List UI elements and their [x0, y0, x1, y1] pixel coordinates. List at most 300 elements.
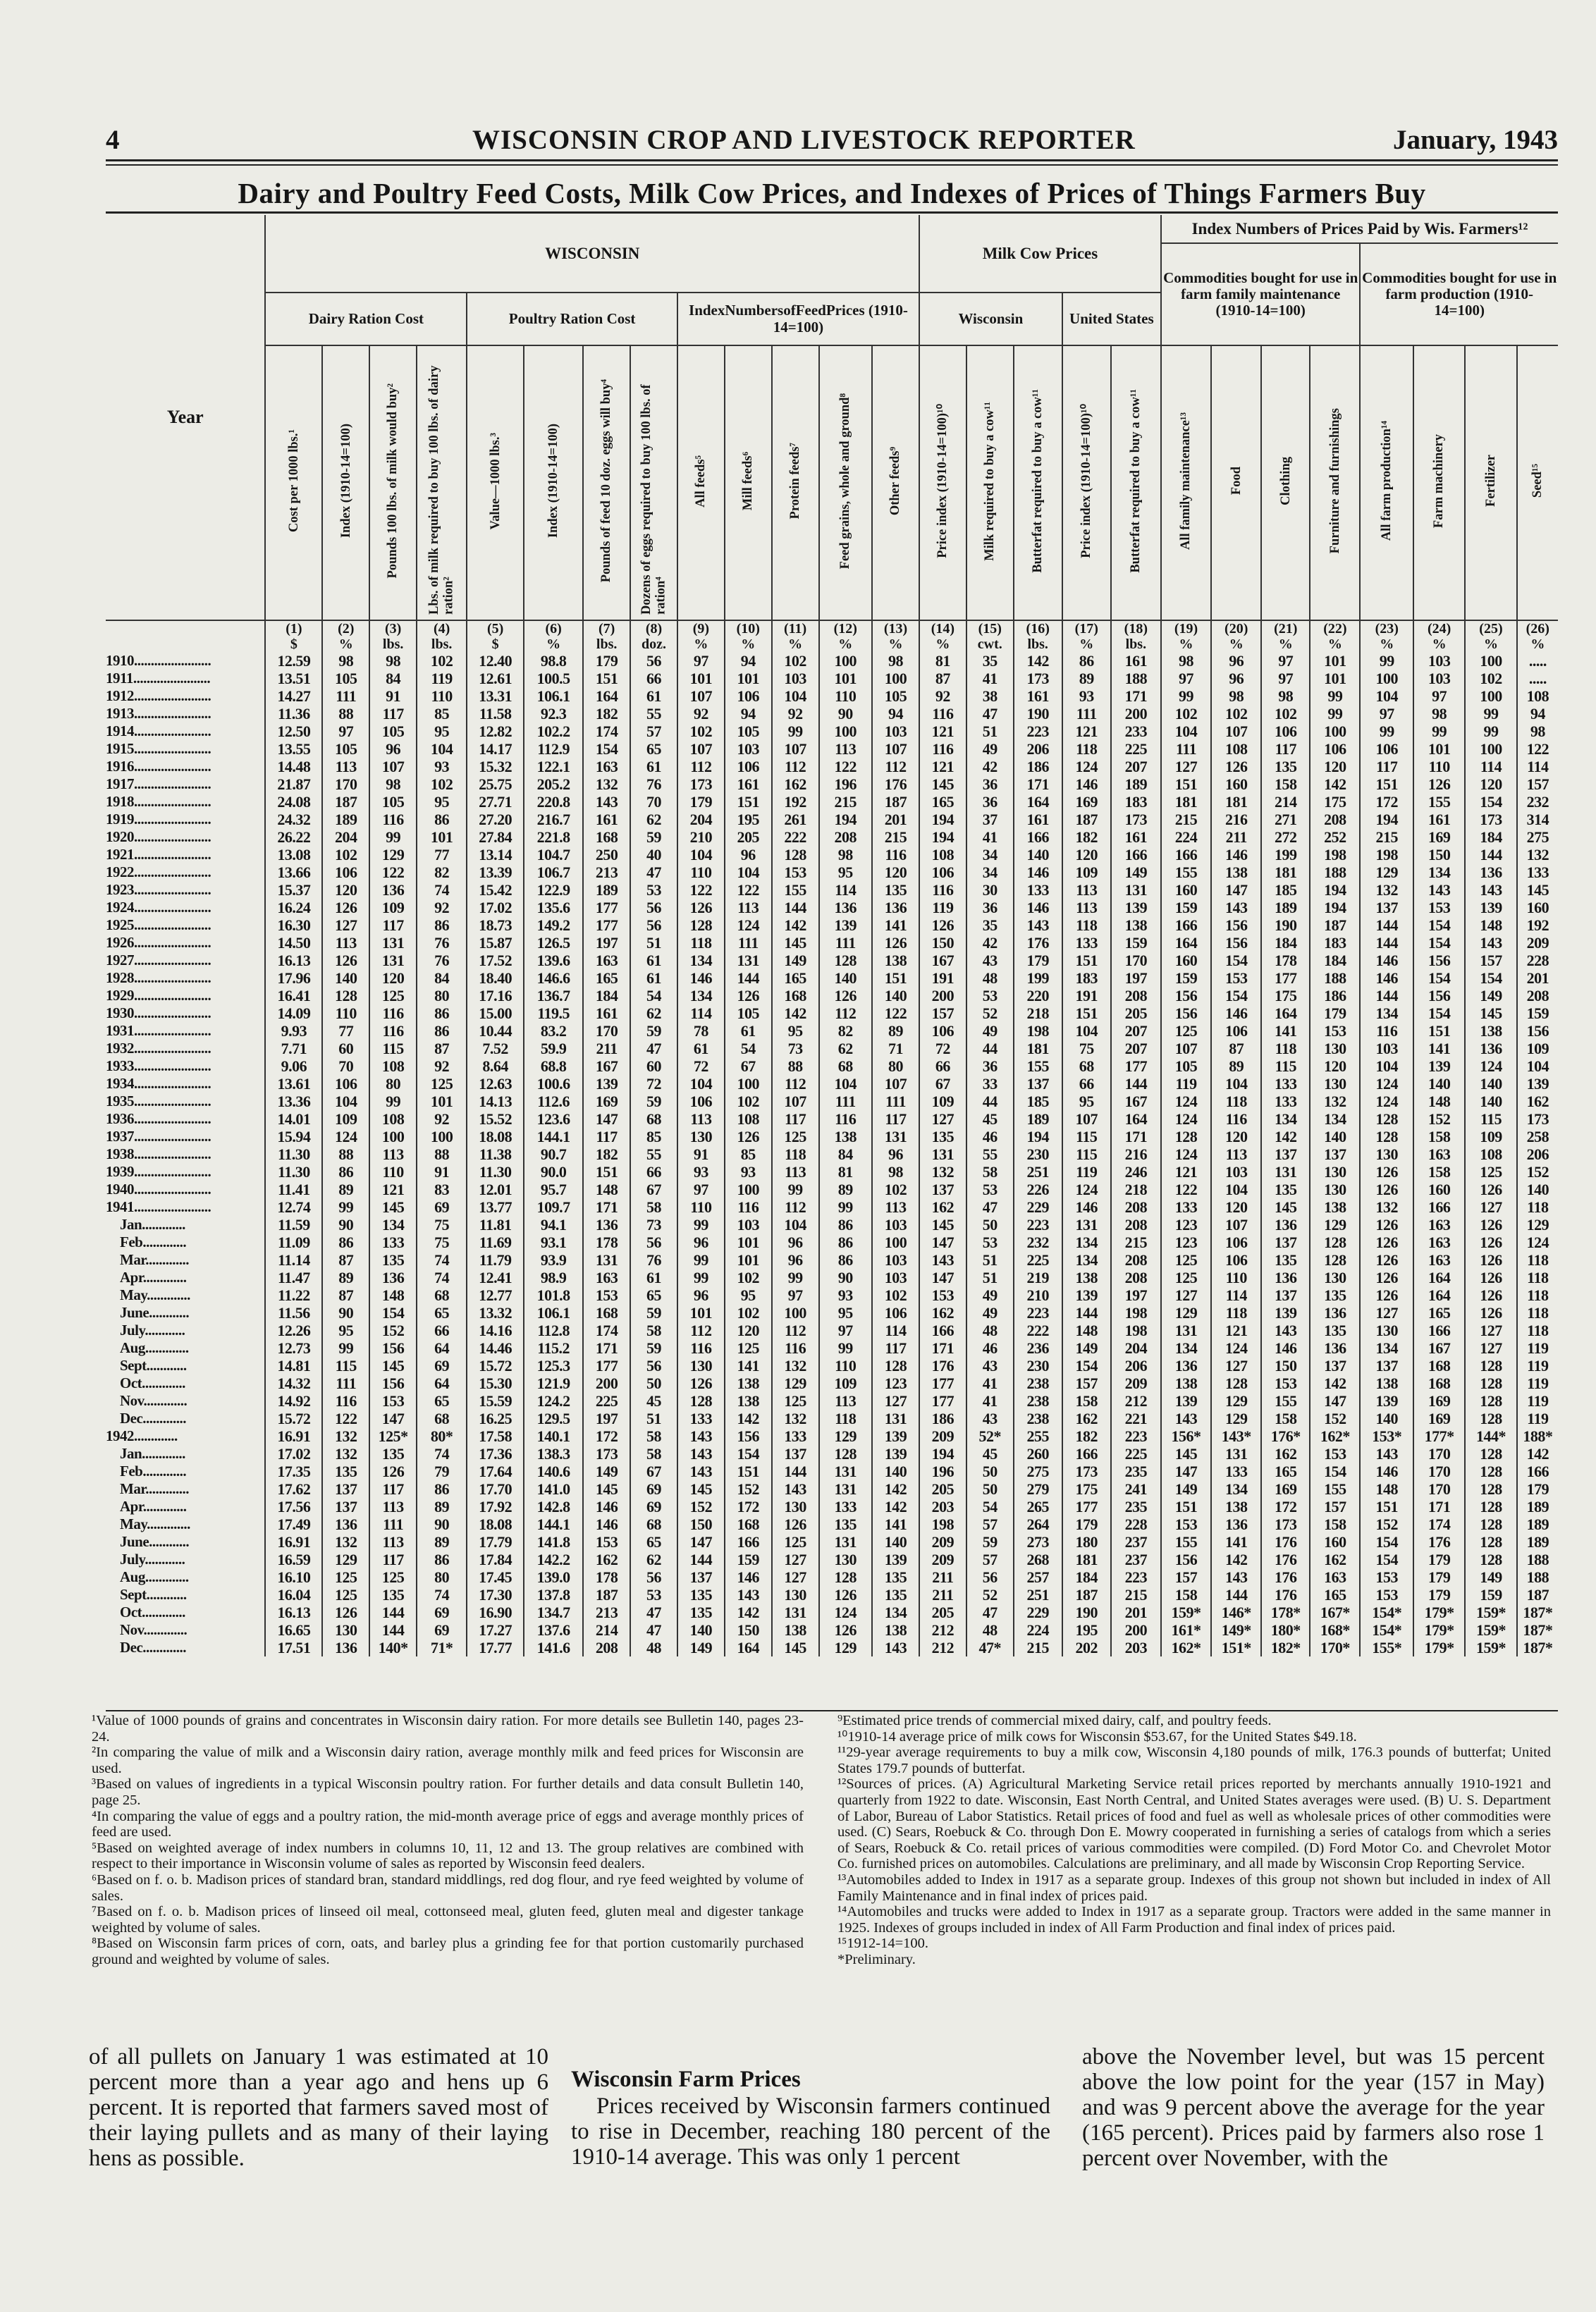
table-cell: 53	[966, 1181, 1014, 1198]
table-cell: 188*	[1517, 1427, 1558, 1445]
table-cell: 13.08	[265, 846, 322, 863]
column-number: (9)	[677, 620, 725, 637]
table-cell: 106	[1310, 740, 1360, 758]
publication-title: WISCONSIN CROP AND LIVESTOCK REPORTER	[472, 125, 1136, 155]
table-cell: 216	[1111, 1145, 1161, 1163]
table-cell: 118	[1211, 1093, 1261, 1110]
table-cell: 118	[1517, 1304, 1558, 1322]
table-cell: 86	[819, 1234, 872, 1251]
column-number: (19)	[1161, 620, 1211, 637]
column-header-label: Dozens of eggs required to buy 100 lbs. of ration⁴	[639, 384, 668, 615]
table-cell: 140	[322, 969, 369, 987]
row-label: Feb.............	[120, 1463, 187, 1480]
table-cell: 120	[1211, 1198, 1261, 1216]
table-cell: 101	[819, 670, 872, 687]
table-cell: 15.52	[467, 1110, 524, 1128]
table-cell: 49	[966, 1304, 1014, 1322]
table-cell: 82	[819, 1022, 872, 1040]
table-cell: 68.8	[524, 1057, 583, 1075]
table-cell: 134	[1310, 1110, 1360, 1128]
column-unit: %	[1413, 637, 1465, 652]
table-row	[106, 1004, 1558, 1022]
table-cell: 143	[1360, 1445, 1413, 1463]
row-label: Aug.............	[120, 1568, 189, 1585]
table-cell: 139	[1360, 1392, 1413, 1410]
table-cell: 68	[630, 1515, 677, 1533]
table-cell: 136	[819, 899, 872, 916]
table-cell: 140.6	[524, 1463, 583, 1480]
table-row	[106, 811, 1558, 828]
table-cell: 121	[1062, 722, 1111, 740]
table-cell: 164	[1014, 793, 1062, 811]
table-cell: 109	[322, 1110, 369, 1128]
table-cell: 246	[1111, 1163, 1161, 1181]
table-cell: 111	[369, 1515, 417, 1533]
table-cell: 104	[1360, 1057, 1413, 1075]
table-cell: 76	[417, 934, 467, 952]
table-cell: 133	[1211, 1463, 1261, 1480]
table-cell: 128	[1465, 1480, 1516, 1498]
table-cell: 48	[966, 1322, 1014, 1339]
table-cell: 27.71	[467, 793, 524, 811]
table-cell: 100	[872, 1234, 919, 1251]
table-cell: 146	[1014, 863, 1062, 881]
table-cell: 132	[1517, 846, 1558, 863]
footnotes-right	[837, 1713, 1551, 1968]
table-cell: 145	[772, 934, 819, 952]
table-cell: 213	[583, 863, 630, 881]
table-cell: 143	[1465, 881, 1516, 899]
table-cell: 152	[369, 1322, 417, 1339]
table-cell: 52	[966, 1004, 1014, 1022]
table-cell: 122	[1161, 1181, 1211, 1198]
table-cell: 124	[1062, 758, 1111, 775]
table-row	[106, 722, 1558, 740]
row-label: 1911.......................	[106, 670, 211, 687]
table-cell: 106.1	[524, 687, 583, 705]
table-cell: 168	[725, 1515, 772, 1533]
table-cell: 12.40	[467, 652, 524, 670]
table-cell: 113	[369, 1498, 417, 1515]
table-cell: 12.41	[467, 1269, 524, 1286]
table-cell: 189	[1517, 1515, 1558, 1533]
row-label: 1929.......................	[106, 987, 211, 1004]
table-cell: 151	[725, 1463, 772, 1480]
table-cell: 87	[1211, 1040, 1261, 1057]
table-cell: 175	[1310, 793, 1360, 811]
table-cell: 143	[1465, 934, 1516, 952]
column-number: (8)	[630, 620, 677, 637]
table-cell: 139	[1161, 1392, 1211, 1410]
table-cell: 7.71	[265, 1040, 322, 1057]
table-cell: 198	[1014, 1022, 1062, 1040]
table-cell: 172	[725, 1498, 772, 1515]
table-cell: 124	[1062, 1181, 1111, 1198]
table-cell: 140	[819, 969, 872, 987]
table-cell: 128	[1310, 1251, 1360, 1269]
table-cell: 146	[725, 1568, 772, 1586]
table-cell: 86	[322, 1163, 369, 1181]
table-cell: 194	[1310, 899, 1360, 916]
table-cell: 214	[1261, 793, 1310, 811]
table-cell: 94	[725, 652, 772, 670]
table-cell: 144	[1360, 916, 1413, 934]
table-row	[106, 1110, 1558, 1128]
column-header-label: Fertilizer	[1483, 455, 1498, 508]
header-rule-thin	[106, 164, 1558, 166]
table-cell: 265	[1014, 1498, 1062, 1515]
table-cell: 99	[1360, 722, 1413, 740]
table-cell: 162*	[1161, 1639, 1211, 1656]
column-number: (22)	[1310, 620, 1360, 637]
table-cell: 164	[1161, 934, 1211, 952]
table-cell: 135.6	[524, 899, 583, 916]
table-cell: 123	[1161, 1234, 1211, 1251]
table-cell: 250	[583, 846, 630, 863]
table-cell: 95	[772, 1022, 819, 1040]
table-row	[106, 1445, 1558, 1463]
row-label: 1934.......................	[106, 1075, 211, 1092]
table-cell: 157	[919, 1004, 966, 1022]
column-header-14	[919, 345, 966, 620]
table-cell: 136	[322, 1639, 369, 1656]
column-number: (11)	[772, 620, 819, 637]
table-cell: 135	[872, 1568, 919, 1586]
table-cell: 144	[772, 899, 819, 916]
table-cell: 125	[725, 1339, 772, 1357]
table-cell: 124	[1360, 1093, 1413, 1110]
table-cell: 145	[919, 775, 966, 793]
table-cell: 16.04	[265, 1586, 322, 1604]
table-cell: 128	[322, 987, 369, 1004]
table-cell: 258	[1517, 1128, 1558, 1145]
table-cell: 251	[1014, 1163, 1062, 1181]
table-cell: 91	[677, 1145, 725, 1163]
table-cell: 129	[1161, 1304, 1211, 1322]
table-cell: 61	[725, 1022, 772, 1040]
table-cell: 10.44	[467, 1022, 524, 1040]
table-cell: 158	[1161, 1586, 1211, 1604]
table-cell: 134	[1360, 1339, 1413, 1357]
table-cell: 100	[725, 1181, 772, 1198]
table-cell: 127	[322, 916, 369, 934]
table-cell: 124	[1211, 1339, 1261, 1357]
table-cell: 142	[725, 1604, 772, 1621]
table-cell: 187*	[1517, 1639, 1558, 1656]
table-cell: 116	[1360, 1022, 1413, 1040]
table-cell: 121	[919, 758, 966, 775]
table-cell: 105	[369, 722, 417, 740]
table-cell: 145	[583, 1480, 630, 1498]
table-cell: 117	[772, 1110, 819, 1128]
table-cell: 135	[1261, 1181, 1310, 1198]
table-cell: 17.64	[467, 1463, 524, 1480]
table-cell: 108	[919, 846, 966, 863]
table-cell: 100.5	[524, 670, 583, 687]
column-number: (23)	[1360, 620, 1413, 637]
table-cell: 104	[677, 1075, 725, 1093]
table-cell: 228	[1111, 1515, 1161, 1533]
column-header-4	[417, 345, 467, 620]
page-header	[106, 124, 1558, 164]
column-header-label: Seed¹⁵	[1530, 464, 1545, 498]
table-cell: 162	[772, 775, 819, 793]
table-cell: 136	[1261, 1269, 1310, 1286]
table-cell: 136	[1465, 863, 1516, 881]
table-cell: 152	[1413, 1110, 1465, 1128]
table-cell: 80	[872, 1057, 919, 1075]
table-cell: 100	[1465, 687, 1516, 705]
table-cell: 181	[1062, 1551, 1111, 1568]
table-cell: 132	[1310, 1093, 1360, 1110]
column-header-label: Feed grains, whole and ground⁸	[838, 393, 853, 570]
table-cell: 111	[1161, 740, 1211, 758]
table-cell: 174	[583, 722, 630, 740]
table-cell: 91	[369, 687, 417, 705]
table-cell: 106	[1211, 1234, 1261, 1251]
table-cell: 164	[1413, 1286, 1465, 1304]
table-cell: 126	[1465, 1251, 1516, 1269]
table-cell: 124	[1161, 1145, 1211, 1163]
table-cell: 186	[1014, 758, 1062, 775]
table-cell: 145	[1261, 1198, 1310, 1216]
table-cell: 271	[1261, 811, 1310, 828]
table-cell: 117	[369, 1551, 417, 1568]
table-cell: 138	[872, 1621, 919, 1639]
table-cell: 146	[583, 1498, 630, 1515]
column-header-24	[1413, 345, 1465, 620]
table-cell: 72	[630, 1075, 677, 1093]
table-cell: 61	[630, 687, 677, 705]
table-cell: 126	[1360, 1181, 1413, 1198]
table-cell: 225	[583, 1392, 630, 1410]
table-cell: 101.8	[524, 1286, 583, 1304]
table-cell: 37	[966, 811, 1014, 828]
table-cell: 47	[630, 1621, 677, 1639]
table-cell: 134	[1360, 1004, 1413, 1022]
table-cell: 133	[1517, 863, 1558, 881]
table-cell: 205.2	[524, 775, 583, 793]
table-cell: 105	[1161, 1057, 1211, 1075]
table-row	[106, 987, 1558, 1004]
table-cell: 69	[417, 1621, 467, 1639]
table-cell: 59	[630, 1093, 677, 1110]
table-cell: 146	[677, 969, 725, 987]
table-cell: 135	[819, 1515, 872, 1533]
table-cell: 136	[1310, 1304, 1360, 1322]
table-cell: 118	[1517, 1269, 1558, 1286]
table-cell: 59	[966, 1533, 1014, 1551]
table-cell: 98	[369, 652, 417, 670]
table-cell: 137	[1261, 1234, 1310, 1251]
table-cell: 165	[1261, 1463, 1310, 1480]
footnote: ⁵Based on weighted average of index numbers in columns 10, 11, 12 and 13. The group relatives are combined with respect to their importance in Wisconsin volume of sales as reported by Wisconsin feed dealers.	[92, 1840, 804, 1872]
table-cell: 163	[1413, 1234, 1465, 1251]
table-cell: 57	[966, 1551, 1014, 1568]
table-row	[106, 1463, 1558, 1480]
table-cell: 200	[1111, 1621, 1161, 1639]
table-cell: 194	[919, 1445, 966, 1463]
table-cell: 225	[1014, 1251, 1062, 1269]
table-cell: 189	[583, 881, 630, 899]
table-cell: 126	[919, 916, 966, 934]
table-cell: 113	[677, 1110, 725, 1128]
table-cell: 35	[966, 916, 1014, 934]
footnotes-left	[92, 1713, 804, 1968]
table-cell: 172	[1360, 793, 1413, 811]
table-cell: 119.5	[524, 1004, 583, 1022]
table-cell: 102	[872, 1181, 919, 1198]
table-cell: 102	[725, 1093, 772, 1110]
table-cell: 147	[919, 1234, 966, 1251]
table-cell: 116	[919, 881, 966, 899]
table-cell: 98	[1161, 652, 1211, 670]
table-cell: 51	[966, 1269, 1014, 1286]
table-cell: 132	[322, 1427, 369, 1445]
table-cell: 142	[1014, 652, 1062, 670]
table-cell: 229	[1014, 1604, 1062, 1621]
table-cell: 98.9	[524, 1269, 583, 1286]
table-cell: 66	[630, 1163, 677, 1181]
table-cell: 128	[1465, 1392, 1516, 1410]
table-cell: 91	[417, 1163, 467, 1181]
table-cell: 75	[417, 1234, 467, 1251]
table-cell: 13.51	[265, 670, 322, 687]
table-cell: 178	[583, 1234, 630, 1251]
table-cell: 101	[725, 1251, 772, 1269]
table-cell: 121	[1211, 1322, 1261, 1339]
column-header-18	[1111, 345, 1161, 620]
table-cell: 190	[1014, 705, 1062, 722]
table-cell: 128	[1465, 1463, 1516, 1480]
table-cell: 142.2	[524, 1551, 583, 1568]
table-cell: 208	[1111, 1269, 1161, 1286]
table-cell: 111	[725, 934, 772, 952]
table-cell: 209	[1111, 1375, 1161, 1392]
table-cell: 14.48	[265, 758, 322, 775]
table-cell: 27.20	[467, 811, 524, 828]
table-cell: 156	[1161, 1004, 1211, 1022]
table-cell: 59	[630, 828, 677, 846]
column-unit: %	[524, 637, 583, 652]
table-cell: 173	[1465, 811, 1516, 828]
table-cell: 121	[919, 722, 966, 740]
table-cell: 129	[819, 1639, 872, 1656]
table-cell: 117	[872, 1110, 919, 1128]
table-cell: 68	[1062, 1057, 1111, 1075]
column-number: (2)	[322, 620, 369, 637]
table-cell: 166	[1161, 846, 1211, 863]
table-cell: 154	[1310, 1463, 1360, 1480]
table-cell: 179*	[1413, 1621, 1465, 1639]
table-row	[106, 1410, 1558, 1427]
table-cell: 14.16	[467, 1322, 524, 1339]
table-cell: 101	[1310, 670, 1360, 687]
table-cell: 140	[677, 1621, 725, 1639]
table-cell: 93	[417, 758, 467, 775]
table-cell: 112	[772, 1322, 819, 1339]
table-cell: 176	[1014, 934, 1062, 952]
table-cell: 163	[583, 952, 630, 969]
table-cell: 158	[1310, 1515, 1360, 1533]
column-unit: lbs.	[417, 637, 467, 652]
table-cell: 89	[1062, 670, 1111, 687]
table-cell: 154	[1465, 969, 1516, 987]
table-cell: 128	[1465, 1375, 1516, 1392]
row-label: 1923.......................	[106, 881, 211, 898]
table-cell: 127	[1465, 1198, 1516, 1216]
table-cell: 129	[1211, 1410, 1261, 1427]
table-cell: 90.7	[524, 1145, 583, 1163]
table-cell: 36	[966, 793, 1014, 811]
table-row	[106, 1621, 1558, 1639]
table-cell: 153	[1413, 899, 1465, 916]
table-cell: 151	[725, 793, 772, 811]
table-cell: 96	[772, 1234, 819, 1251]
table-cell: 147	[369, 1410, 417, 1427]
table-cell: 133	[369, 1234, 417, 1251]
table-cell: 107	[1211, 1216, 1261, 1234]
table-cell: 16.59	[265, 1551, 322, 1568]
table-cell: 87	[919, 670, 966, 687]
table-cell: 181	[1261, 863, 1310, 881]
table-cell: 125.3	[524, 1357, 583, 1375]
table-cell: 129	[369, 846, 417, 863]
table-cell: 140	[872, 1463, 919, 1480]
row-label: June............	[120, 1533, 190, 1550]
table-cell: 120	[369, 969, 417, 987]
table-cell: 86	[1062, 652, 1111, 670]
table-cell: 129	[322, 1551, 369, 1568]
table-cell: 138	[725, 1375, 772, 1392]
table-cell: 11.79	[467, 1251, 524, 1269]
table-cell: 168	[583, 828, 630, 846]
table-cell: 146	[1062, 1198, 1111, 1216]
table-cell: 38	[966, 687, 1014, 705]
table-cell: 17.51	[265, 1639, 322, 1656]
table-cell: 98	[1211, 687, 1261, 705]
table-cell: 192	[1517, 916, 1558, 934]
table-row	[106, 1057, 1558, 1075]
table-cell: 160	[1310, 1533, 1360, 1551]
table-cell: 126	[725, 987, 772, 1004]
table-cell: 158	[1413, 1163, 1465, 1181]
row-label: Mar.............	[120, 1251, 189, 1268]
table-cell: 275	[1517, 828, 1558, 846]
table-cell: 110	[322, 1004, 369, 1022]
table-cell: 150	[1261, 1357, 1310, 1375]
table-cell: 86	[417, 1551, 467, 1568]
table-cell: 104	[1517, 1057, 1558, 1075]
table-cell: 90	[819, 1269, 872, 1286]
table-cell: 14.01	[265, 1110, 322, 1128]
table-cell: 142	[872, 1480, 919, 1498]
table-cell: 121	[369, 1181, 417, 1198]
table-cell: 103	[725, 740, 772, 758]
table-cell: 201	[1111, 1604, 1161, 1621]
column-unit: %	[772, 637, 819, 652]
table-cell: 182	[583, 705, 630, 722]
table-cell: 96	[677, 1234, 725, 1251]
table-cell: 154	[1211, 987, 1261, 1004]
column-unit: %	[677, 637, 725, 652]
table-cell: 124.2	[524, 1392, 583, 1410]
table-cell: 124	[1161, 1093, 1211, 1110]
table-cell: 151	[583, 1163, 630, 1181]
table-cell: 155	[1161, 863, 1211, 881]
table-cell: 14.32	[265, 1375, 322, 1392]
row-label: Apr.............	[120, 1498, 187, 1515]
